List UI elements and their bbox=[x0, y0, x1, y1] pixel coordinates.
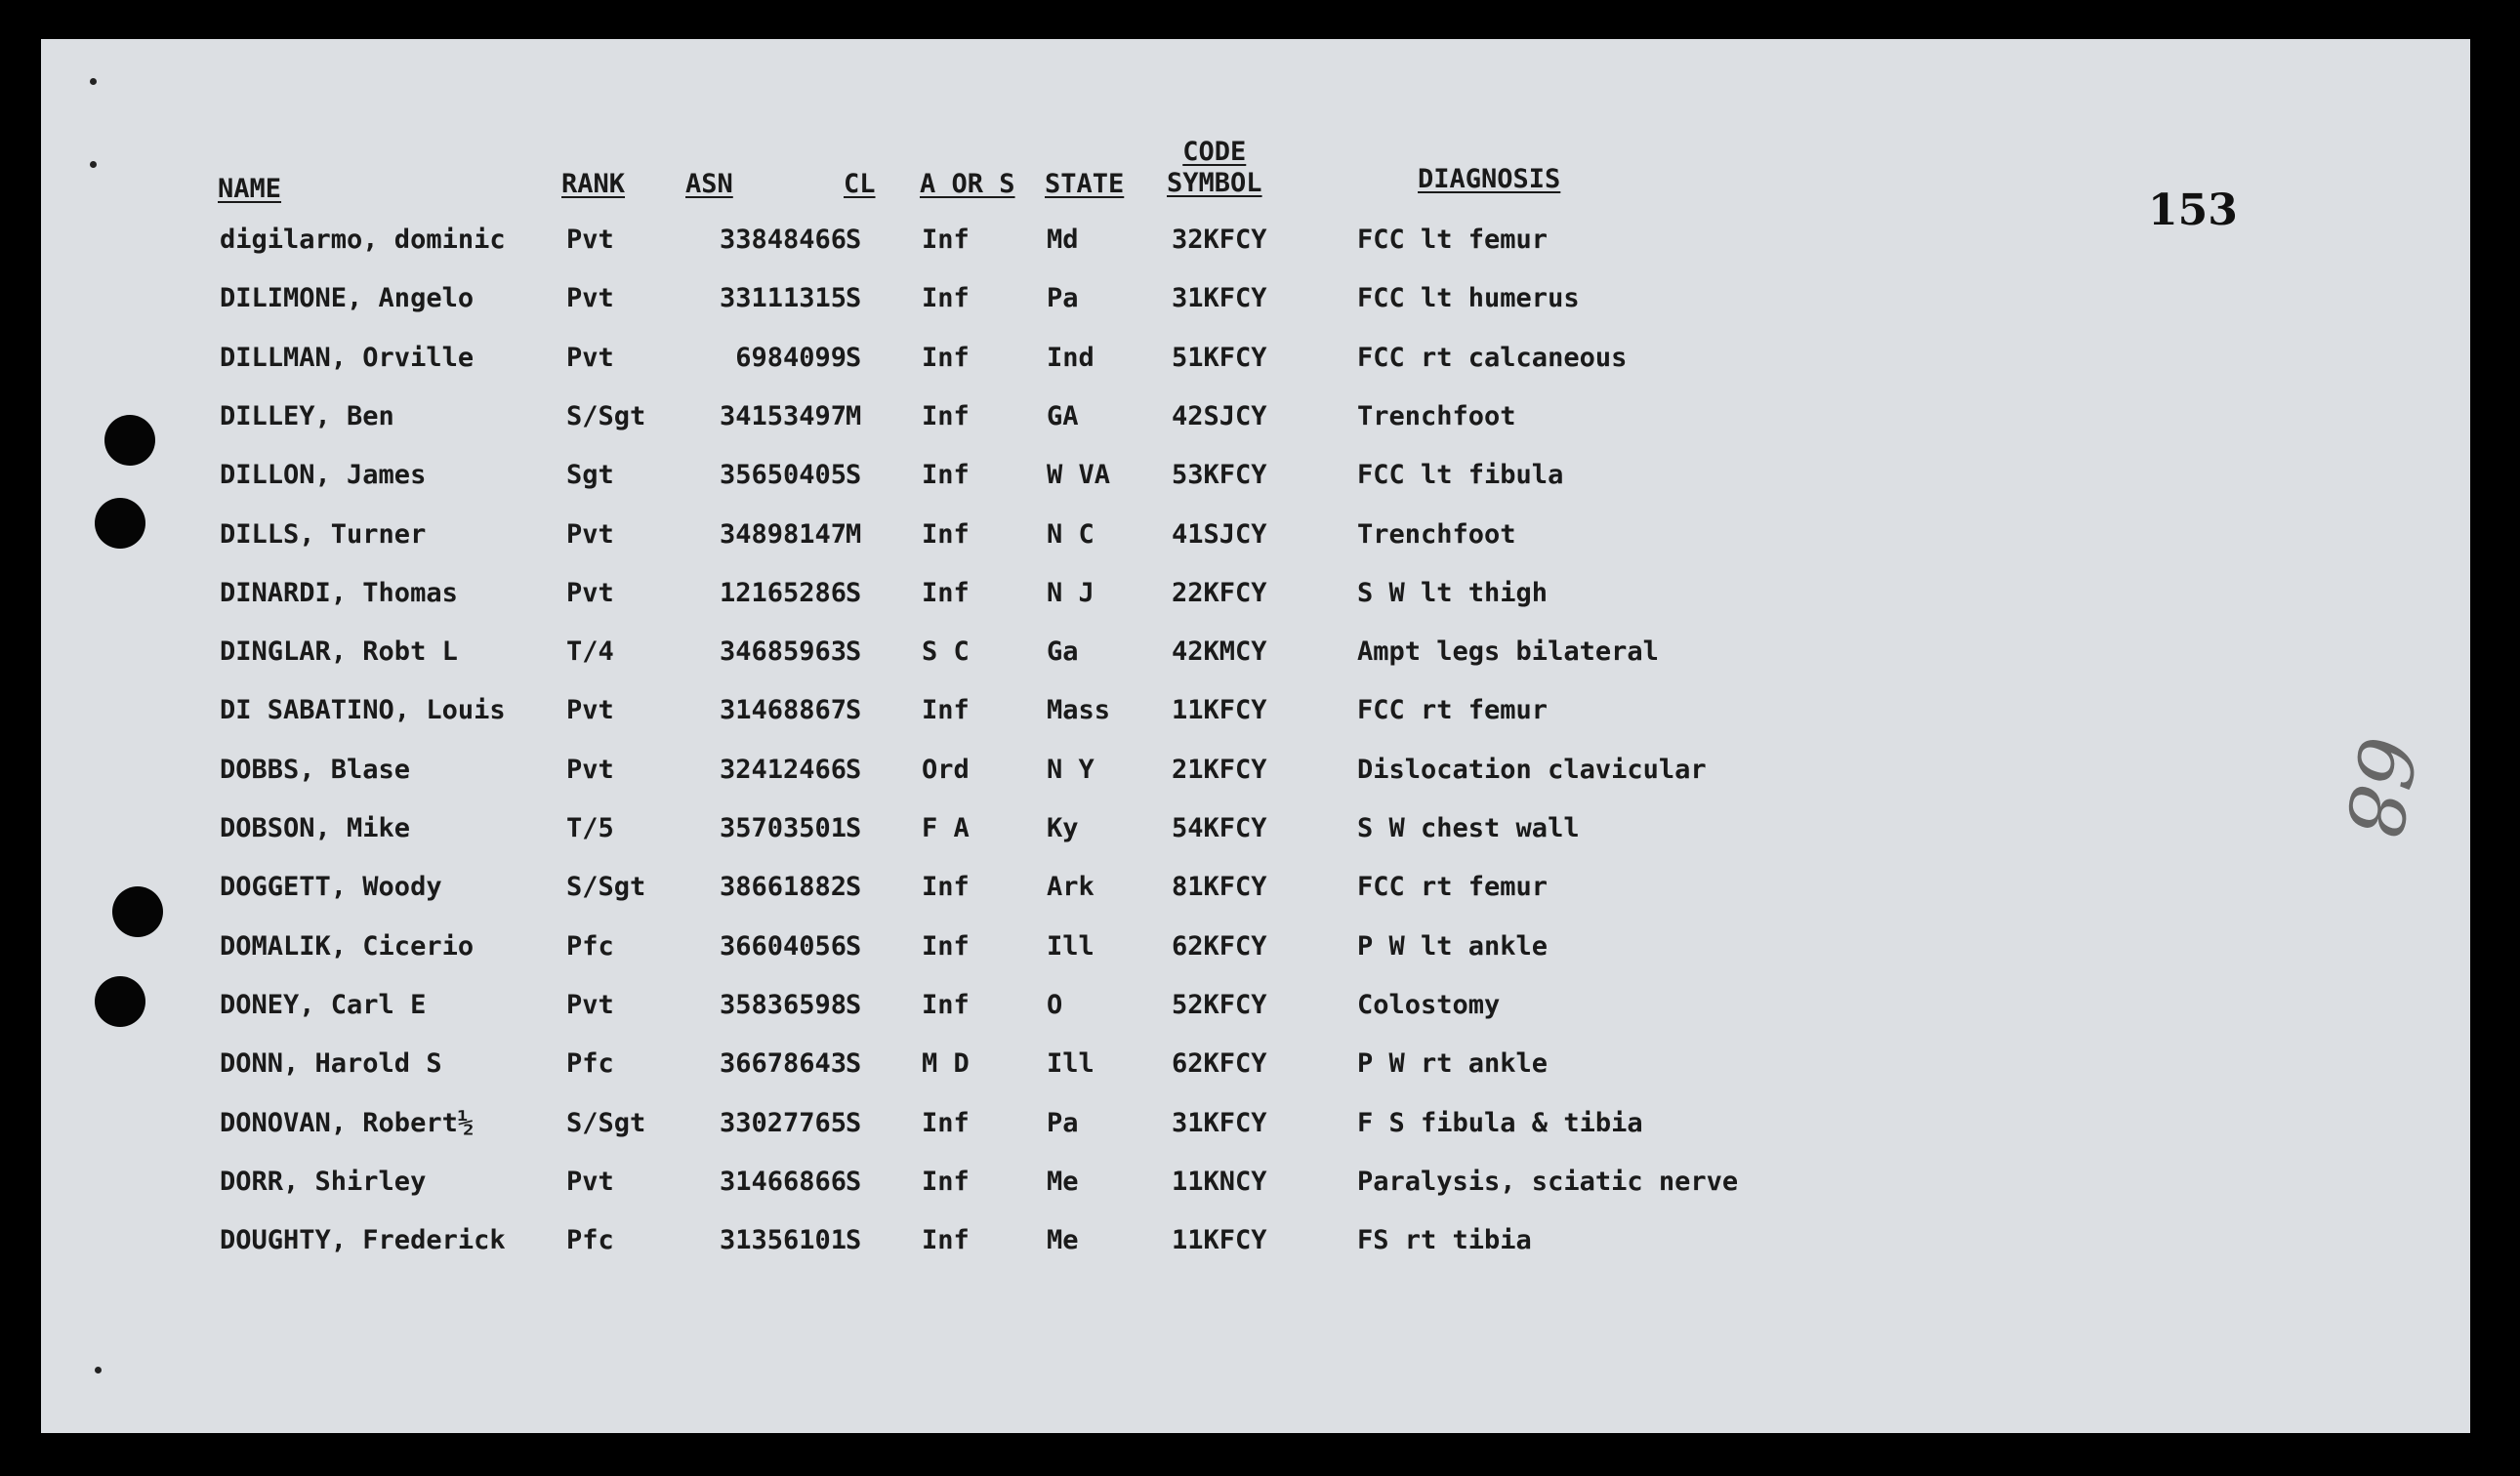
table-row bbox=[41, 343, 2470, 382]
cell-a-or-s: Inf bbox=[922, 400, 970, 431]
cell-name: DINARDI, Thomas bbox=[220, 577, 458, 608]
cell-rank: Pvt bbox=[566, 577, 614, 608]
cell-asn: 31356101 bbox=[719, 1225, 847, 1256]
margin-note: 68 bbox=[2327, 730, 2434, 844]
cell-name: DOUGHTY, Frederick bbox=[220, 1225, 506, 1256]
cell-cl: S bbox=[846, 695, 862, 726]
cell-asn: 38661882 bbox=[719, 872, 847, 903]
cell-state: Me bbox=[1047, 1166, 1079, 1197]
cell-asn: 35703501 bbox=[719, 813, 847, 843]
cell-state: N J bbox=[1047, 577, 1095, 608]
cell-code: 21KFCY bbox=[1172, 754, 1267, 785]
cell-asn: 34898147 bbox=[719, 518, 847, 550]
cell-rank: Pvt bbox=[566, 518, 614, 550]
cell-code: 62KFCY bbox=[1172, 1048, 1267, 1080]
cell-a-or-s: Inf bbox=[922, 225, 970, 255]
cell-diagnosis: S W lt thigh bbox=[1357, 577, 1549, 608]
table-row bbox=[41, 1225, 2470, 1264]
cell-code: 53KFCY bbox=[1172, 460, 1267, 491]
cell-state: O bbox=[1047, 989, 1063, 1020]
cell-name: DONEY, Carl E bbox=[220, 989, 427, 1020]
cell-diagnosis: Dislocation clavicular bbox=[1357, 754, 1707, 785]
header-rank: RANK bbox=[561, 169, 626, 199]
cell-rank: S/Sgt bbox=[566, 1107, 646, 1138]
header-cl: CL bbox=[844, 169, 876, 199]
header-code-symbol bbox=[1167, 137, 1262, 199]
cell-asn: 36604056 bbox=[719, 930, 847, 962]
table-row bbox=[41, 813, 2470, 852]
cell-state: Ind bbox=[1047, 342, 1095, 373]
cell-code: 31KFCY bbox=[1172, 1107, 1267, 1138]
cell-rank: Pfc bbox=[566, 1225, 614, 1256]
cell-cl: S bbox=[846, 342, 862, 373]
cell-state: Ill bbox=[1047, 1048, 1095, 1080]
cell-cl: S bbox=[846, 577, 862, 608]
margin-dot bbox=[90, 161, 97, 168]
cell-cl: M bbox=[846, 518, 862, 550]
cell-asn: 33848466 bbox=[719, 225, 847, 255]
cell-name: DONOVAN, Robert½ bbox=[220, 1107, 475, 1138]
cell-name: DILLEY, Ben bbox=[220, 400, 394, 431]
cell-code: 54KFCY bbox=[1172, 813, 1267, 843]
cell-state: Pa bbox=[1047, 1107, 1079, 1138]
cell-cl: S bbox=[846, 460, 862, 491]
cell-name: DOGGETT, Woody bbox=[220, 872, 442, 903]
cell-state: Ga bbox=[1047, 636, 1079, 668]
table-row bbox=[41, 990, 2470, 1029]
cell-a-or-s: Inf bbox=[922, 460, 970, 491]
cell-rank: T/5 bbox=[566, 813, 614, 843]
cell-a-or-s: F A bbox=[922, 813, 970, 843]
cell-cl: S bbox=[846, 872, 862, 903]
cell-rank: Pvt bbox=[566, 1166, 614, 1197]
cell-cl: S bbox=[846, 813, 862, 843]
cell-a-or-s: Inf bbox=[922, 872, 970, 903]
page-number: 153 bbox=[2148, 185, 2238, 235]
table-row bbox=[41, 695, 2470, 734]
cell-state: Ark bbox=[1047, 872, 1095, 903]
header-code-line1: CODE bbox=[1182, 137, 1247, 167]
cell-code: 62KFCY bbox=[1172, 930, 1267, 962]
cell-diagnosis: Trenchfoot bbox=[1357, 400, 1516, 431]
cell-name: digilarmo, dominic bbox=[220, 225, 506, 255]
cell-rank: Pvt bbox=[566, 695, 614, 726]
table-row bbox=[41, 460, 2470, 499]
table-row bbox=[41, 872, 2470, 911]
cell-asn: 33027765 bbox=[719, 1107, 847, 1138]
cell-name: DI SABATINO, Louis bbox=[220, 695, 506, 726]
cell-rank: Pvt bbox=[566, 342, 614, 373]
table-row bbox=[41, 1108, 2470, 1147]
cell-rank: T/4 bbox=[566, 636, 614, 668]
cell-a-or-s: Ord bbox=[922, 754, 970, 785]
cell-cl: M bbox=[846, 400, 862, 431]
cell-state: W VA bbox=[1047, 460, 1111, 491]
cell-cl: S bbox=[846, 283, 862, 314]
cell-rank: Pfc bbox=[566, 930, 614, 962]
cell-a-or-s: Inf bbox=[922, 930, 970, 962]
cell-code: 51KFCY bbox=[1172, 342, 1267, 373]
cell-diagnosis: FS rt tibia bbox=[1357, 1225, 1532, 1256]
cell-cl: S bbox=[846, 1225, 862, 1256]
cell-state: Ill bbox=[1047, 930, 1095, 962]
cell-state: N Y bbox=[1047, 754, 1095, 785]
header-code-line2: SYMBOL bbox=[1167, 168, 1262, 198]
cell-asn: 32412466 bbox=[719, 754, 847, 785]
cell-code: 41SJCY bbox=[1172, 518, 1267, 550]
cell-state: Md bbox=[1047, 225, 1079, 255]
cell-code: 32KFCY bbox=[1172, 225, 1267, 255]
cell-a-or-s: Inf bbox=[922, 695, 970, 726]
cell-rank: Pvt bbox=[566, 989, 614, 1020]
table-row bbox=[41, 225, 2470, 264]
header-asn: ASN bbox=[685, 169, 733, 199]
cell-diagnosis: Paralysis, sciatic nerve bbox=[1357, 1166, 1739, 1197]
cell-cl: S bbox=[846, 636, 862, 668]
header-state: STATE bbox=[1045, 169, 1125, 199]
margin-dot bbox=[95, 1367, 102, 1374]
cell-diagnosis: Colostomy bbox=[1357, 989, 1501, 1020]
cell-state: Ky bbox=[1047, 813, 1079, 843]
cell-asn: 31466866 bbox=[719, 1166, 847, 1197]
cell-diagnosis: FCC rt calcaneous bbox=[1357, 342, 1628, 373]
cell-name: DORR, Shirley bbox=[220, 1166, 427, 1197]
cell-asn: 35836598 bbox=[719, 989, 847, 1020]
table-row bbox=[41, 578, 2470, 617]
cell-a-or-s: Inf bbox=[922, 577, 970, 608]
cell-asn: 31468867 bbox=[719, 695, 847, 726]
table-row bbox=[41, 1167, 2470, 1206]
cell-state: N C bbox=[1047, 518, 1095, 550]
cell-cl: S bbox=[846, 1048, 862, 1080]
cell-a-or-s: Inf bbox=[922, 1166, 970, 1197]
cell-a-or-s: Inf bbox=[922, 989, 970, 1020]
cell-asn: 34153497 bbox=[719, 400, 847, 431]
cell-state: Pa bbox=[1047, 283, 1079, 314]
cell-name: DOMALIK, Cicerio bbox=[220, 930, 475, 962]
cell-a-or-s: M D bbox=[922, 1048, 970, 1080]
cell-code: 31KFCY bbox=[1172, 283, 1267, 314]
table-row bbox=[41, 931, 2470, 970]
cell-asn: 6984099 bbox=[735, 342, 847, 373]
cell-asn: 36678643 bbox=[719, 1048, 847, 1080]
cell-diagnosis: FCC lt fibula bbox=[1357, 460, 1564, 491]
cell-a-or-s: Inf bbox=[922, 283, 970, 314]
cell-asn: 12165286 bbox=[719, 577, 847, 608]
record-card bbox=[41, 39, 2470, 1433]
cell-cl: S bbox=[846, 1166, 862, 1197]
cell-asn: 33111315 bbox=[719, 283, 847, 314]
cell-diagnosis: S W chest wall bbox=[1357, 813, 1580, 843]
table-row bbox=[41, 1048, 2470, 1087]
cell-rank: Sgt bbox=[566, 460, 614, 491]
cell-code: 11KNCY bbox=[1172, 1166, 1267, 1197]
cell-code: 42KMCY bbox=[1172, 636, 1267, 668]
table-row bbox=[41, 401, 2470, 440]
cell-a-or-s: Inf bbox=[922, 342, 970, 373]
cell-state: Mass bbox=[1047, 695, 1111, 726]
cell-a-or-s: S C bbox=[922, 636, 970, 668]
cell-code: 81KFCY bbox=[1172, 872, 1267, 903]
margin-dot bbox=[90, 78, 97, 85]
table-row bbox=[41, 755, 2470, 794]
cell-cl: S bbox=[846, 1107, 862, 1138]
table-row bbox=[41, 519, 2470, 558]
cell-rank: Pvt bbox=[566, 754, 614, 785]
cell-rank: Pvt bbox=[566, 225, 614, 255]
cell-diagnosis: FCC lt femur bbox=[1357, 225, 1549, 255]
cell-name: DOBSON, Mike bbox=[220, 813, 411, 843]
cell-code: 52KFCY bbox=[1172, 989, 1267, 1020]
cell-rank: S/Sgt bbox=[566, 400, 646, 431]
cell-code: 22KFCY bbox=[1172, 577, 1267, 608]
cell-name: DONN, Harold S bbox=[220, 1048, 442, 1080]
cell-a-or-s: Inf bbox=[922, 1225, 970, 1256]
cell-a-or-s: Inf bbox=[922, 518, 970, 550]
cell-asn: 35650405 bbox=[719, 460, 847, 491]
cell-rank: Pvt bbox=[566, 283, 614, 314]
cell-diagnosis: F S fibula & tibia bbox=[1357, 1107, 1643, 1138]
cell-asn: 34685963 bbox=[719, 636, 847, 668]
cell-code: 42SJCY bbox=[1172, 400, 1267, 431]
cell-diagnosis: FCC lt humerus bbox=[1357, 283, 1580, 314]
cell-state: GA bbox=[1047, 400, 1079, 431]
cell-name: DINGLAR, Robt L bbox=[220, 636, 458, 668]
cell-code: 11KFCY bbox=[1172, 695, 1267, 726]
cell-name: DILIMONE, Angelo bbox=[220, 283, 475, 314]
cell-diagnosis: FCC rt femur bbox=[1357, 695, 1549, 726]
cell-rank: S/Sgt bbox=[566, 872, 646, 903]
cell-diagnosis: Ampt legs bilateral bbox=[1357, 636, 1659, 668]
cell-rank: Pfc bbox=[566, 1048, 614, 1080]
cell-name: DILLS, Turner bbox=[220, 518, 427, 550]
cell-cl: S bbox=[846, 930, 862, 962]
cell-diagnosis: P W lt ankle bbox=[1357, 930, 1549, 962]
header-diagnosis: DIAGNOSIS bbox=[1418, 164, 1561, 194]
cell-diagnosis: FCC rt femur bbox=[1357, 872, 1549, 903]
cell-diagnosis: Trenchfoot bbox=[1357, 518, 1516, 550]
cell-a-or-s: Inf bbox=[922, 1107, 970, 1138]
header-a-or-s: A OR S bbox=[920, 169, 1015, 199]
header-name: NAME bbox=[218, 174, 282, 204]
cell-cl: S bbox=[846, 989, 862, 1020]
cell-name: DILLON, James bbox=[220, 460, 427, 491]
cell-cl: S bbox=[846, 754, 862, 785]
cell-state: Me bbox=[1047, 1225, 1079, 1256]
table-row bbox=[41, 636, 2470, 676]
cell-cl: S bbox=[846, 225, 862, 255]
cell-code: 11KFCY bbox=[1172, 1225, 1267, 1256]
table-row bbox=[41, 283, 2470, 322]
cell-name: DOBBS, Blase bbox=[220, 754, 411, 785]
cell-name: DILLMAN, Orville bbox=[220, 342, 475, 373]
cell-diagnosis: P W rt ankle bbox=[1357, 1048, 1549, 1080]
